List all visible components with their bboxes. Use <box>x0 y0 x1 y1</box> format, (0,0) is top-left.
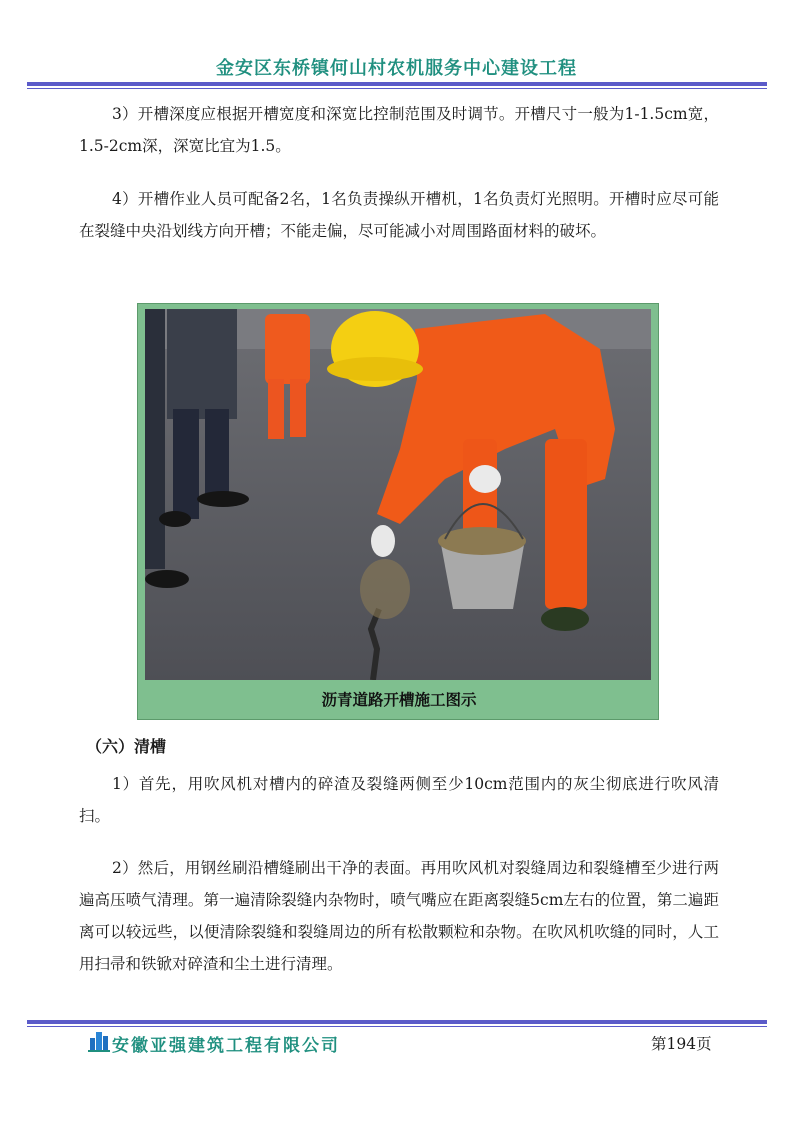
paragraph-4: 4）开槽作业人员可配备2名，1名负责操纵开槽机，1名负责灯光照明。开槽时应尽可能在裂缝中央沿划线方向开槽；不能走偏，尽可能减小对周围路面材料的破坏。 <box>79 190 719 240</box>
paragraph-3: 3）开槽深度应根据开槽宽度和深宽比控制范围及时调节。开槽尺寸一般为1-1.5cm宽，1.5-2cm深，深宽比宜为1.5。 <box>79 105 719 155</box>
page-header-title: 金安区东桥镇何山村农机服务中心建设工程 <box>216 58 577 79</box>
figure-frame <box>137 303 659 720</box>
construction-photo <box>145 309 651 680</box>
footer-rule <box>27 1020 767 1027</box>
section-heading: （六）清槽 <box>86 737 167 756</box>
page-number: 第194页 <box>651 1035 712 1053</box>
footer-company-name: 安徽亚强建筑工程有限公司 <box>112 1036 340 1056</box>
building-logo-icon <box>88 1030 110 1052</box>
header-rule <box>27 82 767 89</box>
worker-grooving-photo <box>145 309 651 680</box>
figure-caption: 沥青道路开槽施工图示 <box>321 691 477 709</box>
paragraph-clean-1: 1）首先，用吹风机对槽内的碎渣及裂缝两侧至少10cm范围内的灰尘彻底进行吹风清扫。 <box>79 775 719 825</box>
paragraph-clean-2: 2）然后，用钢丝刷沿槽缝刷出干净的表面。再用吹风机对裂缝周边和裂缝槽至少进行两遍高压喷气清理。第一遍清除裂缝内杂物时，喷气嘴应在距离裂缝5cm左右的位置，第二遍距离可以较远些，以便清除裂缝和裂缝周边的所有松散颗粒和杂物。在吹风机吹缝的同时，人工用扫帚和铁锨对碎渣和尘土进行清理。 <box>79 859 719 973</box>
